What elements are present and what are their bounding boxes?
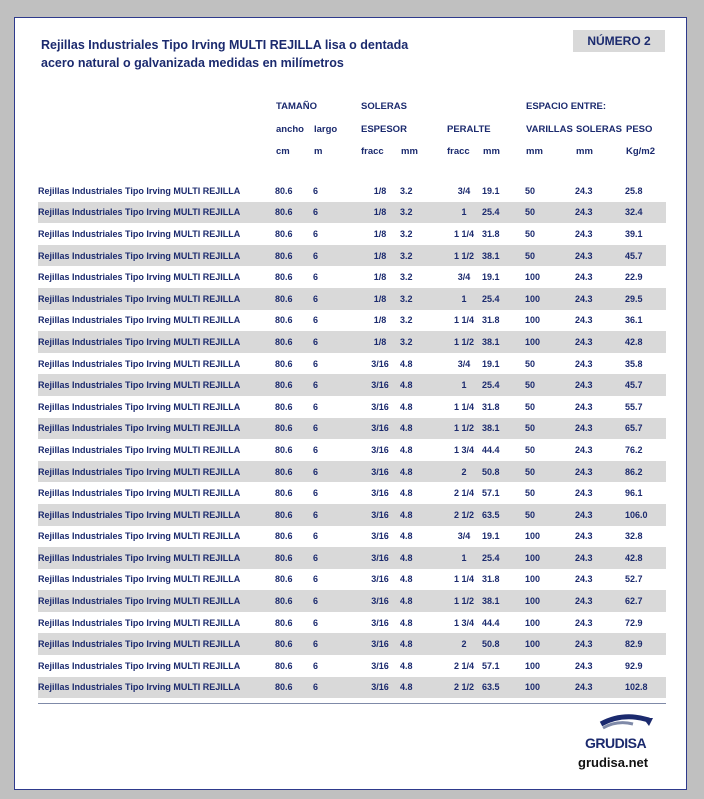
header-espesor: ESPESOR xyxy=(361,124,407,135)
cell-per-mm: 31.8 xyxy=(482,574,500,585)
cell-esp-mm: 3.2 xyxy=(400,315,413,326)
table-row xyxy=(38,569,666,591)
header-largo: largo xyxy=(314,124,338,135)
cell-per-fracc: 1 xyxy=(446,288,482,310)
cell-varillas: 100 xyxy=(525,288,575,310)
cell-peso: 25.8 xyxy=(625,185,643,196)
cell-per-mm: 63.5 xyxy=(482,677,525,699)
table-row xyxy=(38,547,666,569)
table-row xyxy=(38,266,666,288)
cell-per-mm: 19.1 xyxy=(482,185,500,196)
cell-peso: 36.1 xyxy=(625,315,643,326)
cell-desc: Rejillas Industriales Tipo Irving MULTI REJILLA xyxy=(38,444,241,455)
cell-largo: 6 xyxy=(313,461,360,483)
cell-peso: 76.2 xyxy=(625,444,643,455)
cell-per-fracc: 3/4 xyxy=(457,272,471,283)
cell-esp-mm: 3.2 xyxy=(400,331,446,353)
table-row xyxy=(38,331,666,353)
cell-per-fracc: 1 1/2 xyxy=(446,245,482,267)
cell-varillas: 50 xyxy=(525,504,575,526)
cell-desc: Rejillas Industriales Tipo Irving MULTI REJILLA xyxy=(38,590,275,612)
cell-ancho: 80.6 xyxy=(275,547,313,569)
cell-varillas: 100 xyxy=(525,617,541,628)
cell-esp-fracc: 1/8 xyxy=(360,331,400,353)
cell-peso: 55.7 xyxy=(625,401,643,412)
cell-varillas: 100 xyxy=(525,574,541,585)
cell-esp-fracc: 3/16 xyxy=(360,547,400,569)
cell-desc: Rejillas Industriales Tipo Irving MULTI REJILLA xyxy=(38,185,241,196)
cell-largo: 6 xyxy=(313,574,319,585)
cell-per-mm: 57.1 xyxy=(482,488,500,499)
header-espacio-entre: ESPACIO ENTRE: xyxy=(526,101,607,112)
cell-soleras: 24.3 xyxy=(575,315,593,326)
unit-varillas: mm xyxy=(526,146,543,157)
cell-per-mm: 38.1 xyxy=(482,418,525,440)
cell-varillas: 100 xyxy=(525,331,575,353)
cell-soleras: 24.3 xyxy=(575,461,625,483)
cell-per-mm: 44.4 xyxy=(482,617,500,628)
cell-largo: 6 xyxy=(313,531,319,542)
cell-esp-mm: 3.2 xyxy=(400,202,446,224)
cell-soleras: 24.3 xyxy=(575,374,625,396)
cell-largo: 6 xyxy=(313,185,319,196)
cell-esp-mm: 4.8 xyxy=(400,488,413,499)
cell-esp-mm: 3.2 xyxy=(400,245,446,267)
cell-esp-mm: 4.8 xyxy=(400,504,446,526)
cell-per-mm: 63.5 xyxy=(482,504,525,526)
cell-soleras: 24.3 xyxy=(575,202,625,224)
cell-esp-fracc: 3/16 xyxy=(371,574,389,585)
table-row xyxy=(38,526,666,548)
table-row xyxy=(38,245,666,267)
header-peso: PESO xyxy=(626,124,653,135)
cell-desc: Rejillas Industriales Tipo Irving MULTI REJILLA xyxy=(38,315,241,326)
cell-largo: 6 xyxy=(313,374,360,396)
cell-peso: 32.4 xyxy=(625,202,666,224)
cell-esp-fracc: 1/8 xyxy=(373,185,387,196)
cell-soleras: 24.3 xyxy=(575,245,625,267)
table-row xyxy=(38,223,666,245)
cell-peso: 72.9 xyxy=(625,617,643,628)
cell-largo: 6 xyxy=(313,245,360,267)
cell-esp-mm: 4.8 xyxy=(400,461,446,483)
unit-soleras: mm xyxy=(576,146,593,157)
cell-desc: Rejillas Industriales Tipo Irving MULTI REJILLA xyxy=(38,461,275,483)
cell-peso: 65.7 xyxy=(625,418,666,440)
cell-esp-fracc: 3/16 xyxy=(371,617,389,628)
cell-largo: 6 xyxy=(313,272,319,283)
header-soleras-group: SOLERAS xyxy=(361,101,407,112)
spec-sheet xyxy=(14,17,687,790)
cell-largo: 6 xyxy=(313,547,360,569)
cell-ancho: 80.6 xyxy=(275,358,293,369)
cell-esp-fracc: 3/16 xyxy=(360,418,400,440)
sheet-number-badge: NÚMERO 2 xyxy=(573,30,665,52)
cell-per-fracc: 1 xyxy=(446,374,482,396)
cell-peso: 42.8 xyxy=(625,547,666,569)
cell-largo: 6 xyxy=(313,488,319,499)
table-row xyxy=(38,482,666,504)
table-row xyxy=(38,504,666,526)
cell-esp-fracc: 3/16 xyxy=(371,488,389,499)
cell-desc: Rejillas Industriales Tipo Irving MULTI REJILLA xyxy=(38,288,275,310)
cell-ancho: 80.6 xyxy=(275,531,293,542)
cell-varillas: 100 xyxy=(525,315,541,326)
cell-esp-mm: 3.2 xyxy=(400,288,446,310)
cell-soleras: 24.3 xyxy=(575,617,593,628)
cell-esp-fracc: 3/16 xyxy=(360,374,400,396)
cell-esp-mm: 4.8 xyxy=(400,401,413,412)
cell-soleras: 24.3 xyxy=(575,488,593,499)
cell-soleras: 24.3 xyxy=(575,547,625,569)
cell-esp-mm: 3.2 xyxy=(400,228,413,239)
cell-desc: Rejillas Industriales Tipo Irving MULTI REJILLA xyxy=(38,488,241,499)
header-soleras: SOLERAS xyxy=(576,124,622,135)
cell-per-mm: 25.4 xyxy=(482,202,525,224)
table-row xyxy=(38,396,666,418)
cell-peso: 45.7 xyxy=(625,245,666,267)
cell-per-fracc: 2 xyxy=(446,633,482,655)
cell-per-mm: 19.1 xyxy=(482,531,500,542)
table-row xyxy=(38,590,666,612)
cell-desc: Rejillas Industriales Tipo Irving MULTI REJILLA xyxy=(38,531,241,542)
cell-largo: 6 xyxy=(313,617,319,628)
cell-per-fracc: 3/4 xyxy=(457,185,471,196)
cell-esp-mm: 4.8 xyxy=(400,633,446,655)
cell-largo: 6 xyxy=(313,660,319,671)
cell-esp-fracc: 3/16 xyxy=(360,633,400,655)
cell-varillas: 50 xyxy=(525,461,575,483)
cell-ancho: 80.6 xyxy=(275,677,313,699)
table-row xyxy=(38,418,666,440)
table-row xyxy=(38,439,666,461)
table-row xyxy=(38,288,666,310)
unit-peralte-mm: mm xyxy=(483,146,500,157)
cell-largo: 6 xyxy=(313,315,319,326)
cell-soleras: 24.3 xyxy=(575,504,625,526)
cell-soleras: 24.3 xyxy=(575,677,625,699)
cell-desc: Rejillas Industriales Tipo Irving MULTI REJILLA xyxy=(38,272,241,283)
cell-varillas: 100 xyxy=(525,531,541,542)
cell-peso: 102.8 xyxy=(625,677,666,699)
cell-desc: Rejillas Industriales Tipo Irving MULTI REJILLA xyxy=(38,202,275,224)
unit-peralte-fracc: fracc xyxy=(447,146,470,157)
cell-desc: Rejillas Industriales Tipo Irving MULTI REJILLA xyxy=(38,418,275,440)
table-row xyxy=(38,202,666,224)
cell-esp-mm: 4.8 xyxy=(400,660,413,671)
cell-esp-fracc: 3/16 xyxy=(371,358,389,369)
cell-per-mm: 38.1 xyxy=(482,331,525,353)
cell-largo: 6 xyxy=(313,590,360,612)
cell-per-mm: 50.8 xyxy=(482,633,525,655)
cell-desc: Rejillas Industriales Tipo Irving MULTI REJILLA xyxy=(38,547,275,569)
cell-esp-fracc: 1/8 xyxy=(373,315,387,326)
cell-esp-mm: 4.8 xyxy=(400,358,413,369)
cell-soleras: 24.3 xyxy=(575,444,593,455)
cell-varillas: 100 xyxy=(525,547,575,569)
cell-per-mm: 50.8 xyxy=(482,461,525,483)
cell-desc: Rejillas Industriales Tipo Irving MULTI REJILLA xyxy=(38,331,275,353)
cell-per-fracc: 3/4 xyxy=(457,531,471,542)
cell-varillas: 100 xyxy=(525,590,575,612)
cell-per-mm: 31.8 xyxy=(482,315,500,326)
table-row xyxy=(38,353,666,375)
rejillas-table xyxy=(38,180,666,698)
cell-per-fracc: 1 xyxy=(446,202,482,224)
cell-largo: 6 xyxy=(313,331,360,353)
cell-largo: 6 xyxy=(313,202,360,224)
cell-ancho: 80.6 xyxy=(275,202,313,224)
cell-desc: Rejillas Industriales Tipo Irving MULTI REJILLA xyxy=(38,633,275,655)
cell-per-mm: 44.4 xyxy=(482,444,500,455)
cell-esp-fracc: 3/16 xyxy=(360,590,400,612)
cell-esp-mm: 4.8 xyxy=(400,374,446,396)
cell-largo: 6 xyxy=(313,504,360,526)
cell-ancho: 80.6 xyxy=(275,245,313,267)
cell-soleras: 24.3 xyxy=(575,633,625,655)
cell-per-mm: 38.1 xyxy=(482,245,525,267)
cell-soleras: 24.3 xyxy=(575,574,593,585)
cell-soleras: 24.3 xyxy=(575,185,593,196)
cell-per-mm: 19.1 xyxy=(482,358,500,369)
cell-esp-mm: 4.8 xyxy=(400,444,413,455)
cell-largo: 6 xyxy=(313,228,319,239)
header-ancho: ancho xyxy=(276,124,304,135)
cell-soleras: 24.3 xyxy=(575,418,625,440)
cell-per-mm: 31.8 xyxy=(482,228,500,239)
cell-desc: Rejillas Industriales Tipo Irving MULTI REJILLA xyxy=(38,574,241,585)
cell-per-mm: 25.4 xyxy=(482,288,525,310)
cell-soleras: 24.3 xyxy=(575,331,625,353)
title-line-2: acero natural o galvanizada medidas en milímetros xyxy=(41,56,344,70)
cell-per-fracc: 2 1/4 xyxy=(453,660,475,671)
cell-varillas: 50 xyxy=(525,202,575,224)
cell-per-fracc: 1 1/2 xyxy=(446,590,482,612)
cell-per-fracc: 2 1/4 xyxy=(453,488,475,499)
cell-peso: 35.8 xyxy=(625,358,643,369)
table-row xyxy=(38,180,666,202)
header-peralte: PERALTE xyxy=(447,124,491,135)
cell-per-mm: 38.1 xyxy=(482,590,525,612)
cell-ancho: 80.6 xyxy=(275,617,293,628)
cell-per-fracc: 1 1/2 xyxy=(446,418,482,440)
table-row xyxy=(38,677,666,699)
cell-esp-fracc: 3/16 xyxy=(371,401,389,412)
cell-peso: 86.2 xyxy=(625,461,666,483)
cell-peso: 96.1 xyxy=(625,488,643,499)
cell-peso: 106.0 xyxy=(625,504,666,526)
cell-desc: Rejillas Industriales Tipo Irving MULTI REJILLA xyxy=(38,228,241,239)
cell-ancho: 80.6 xyxy=(275,272,293,283)
header-varillas: VARILLAS xyxy=(526,124,573,135)
unit-largo: m xyxy=(314,146,323,157)
table-bottom-rule xyxy=(38,703,666,704)
cell-per-fracc: 1 3/4 xyxy=(453,444,475,455)
unit-peso: Kg/m2 xyxy=(626,146,656,157)
title-line-1: Rejillas Industriales Tipo Irving MULTI REJILLA lisa o dentada xyxy=(41,38,409,52)
table-row xyxy=(38,655,666,677)
cell-esp-mm: 4.8 xyxy=(400,574,413,585)
cell-esp-fracc: 3/16 xyxy=(371,531,389,542)
cell-peso: 82.9 xyxy=(625,633,666,655)
cell-esp-mm: 4.8 xyxy=(400,677,446,699)
table-row xyxy=(38,374,666,396)
unit-espesor-fracc: fracc xyxy=(361,146,384,157)
cell-per-fracc: 1 1/4 xyxy=(453,315,475,326)
cell-ancho: 80.6 xyxy=(275,504,313,526)
cell-largo: 6 xyxy=(313,677,360,699)
cell-varillas: 100 xyxy=(525,677,575,699)
cell-soleras: 24.3 xyxy=(575,531,593,542)
cell-ancho: 80.6 xyxy=(275,315,293,326)
table-row xyxy=(38,633,666,655)
cell-per-fracc: 3/4 xyxy=(457,358,471,369)
cell-esp-fracc: 1/8 xyxy=(373,272,387,283)
grudisa-logo-text: GRUDISA xyxy=(585,735,647,751)
cell-per-fracc: 2 1/2 xyxy=(446,504,482,526)
cell-soleras: 24.3 xyxy=(575,228,593,239)
cell-per-fracc: 1 xyxy=(446,547,482,569)
cell-varillas: 50 xyxy=(525,185,536,196)
cell-esp-fracc: 1/8 xyxy=(373,228,387,239)
cell-ancho: 80.6 xyxy=(275,660,293,671)
cell-ancho: 80.6 xyxy=(275,461,313,483)
cell-peso: 52.7 xyxy=(625,574,643,585)
website-link[interactable]: grudisa.net xyxy=(578,755,649,770)
cell-peso: 29.5 xyxy=(625,288,666,310)
cell-per-fracc: 1 1/4 xyxy=(453,401,475,412)
cell-ancho: 80.6 xyxy=(275,374,313,396)
cell-ancho: 80.6 xyxy=(275,633,313,655)
cell-per-fracc: 1 3/4 xyxy=(453,617,475,628)
cell-esp-fracc: 1/8 xyxy=(360,202,400,224)
cell-ancho: 80.6 xyxy=(275,418,313,440)
cell-largo: 6 xyxy=(313,288,360,310)
cell-esp-mm: 4.8 xyxy=(400,547,446,569)
cell-ancho: 80.6 xyxy=(275,228,293,239)
cell-peso: 62.7 xyxy=(625,590,666,612)
cell-largo: 6 xyxy=(313,633,360,655)
table-row xyxy=(38,612,666,634)
cell-per-fracc: 1 1/4 xyxy=(453,574,475,585)
cell-per-fracc: 1 1/2 xyxy=(446,331,482,353)
cell-per-mm: 19.1 xyxy=(482,272,500,283)
cell-varillas: 50 xyxy=(525,488,536,499)
cell-largo: 6 xyxy=(313,444,319,455)
cell-ancho: 80.6 xyxy=(275,444,293,455)
cell-per-mm: 25.4 xyxy=(482,547,525,569)
cell-varillas: 100 xyxy=(525,633,575,655)
cell-desc: Rejillas Industriales Tipo Irving MULTI REJILLA xyxy=(38,358,241,369)
cell-esp-mm: 3.2 xyxy=(400,272,413,283)
cell-varillas: 50 xyxy=(525,444,536,455)
cell-varillas: 50 xyxy=(525,401,536,412)
cell-soleras: 24.3 xyxy=(575,272,593,283)
cell-esp-mm: 3.2 xyxy=(400,185,413,196)
cell-esp-fracc: 3/16 xyxy=(371,444,389,455)
cell-per-fracc: 1 1/4 xyxy=(453,228,475,239)
table-row xyxy=(38,461,666,483)
cell-peso: 39.1 xyxy=(625,228,643,239)
unit-espesor-mm: mm xyxy=(401,146,418,157)
cell-ancho: 80.6 xyxy=(275,488,293,499)
cell-per-mm: 57.1 xyxy=(482,660,500,671)
cell-per-mm: 25.4 xyxy=(482,374,525,396)
cell-esp-mm: 4.8 xyxy=(400,418,446,440)
cell-largo: 6 xyxy=(313,418,360,440)
cell-ancho: 80.6 xyxy=(275,574,293,585)
cell-soleras: 24.3 xyxy=(575,358,593,369)
cell-peso: 42.8 xyxy=(625,331,666,353)
cell-peso: 45.7 xyxy=(625,374,666,396)
cell-desc: Rejillas Industriales Tipo Irving MULTI REJILLA xyxy=(38,617,241,628)
cell-largo: 6 xyxy=(313,401,319,412)
cell-peso: 22.9 xyxy=(625,272,643,283)
cell-esp-fracc: 3/16 xyxy=(371,660,389,671)
cell-soleras: 24.3 xyxy=(575,660,593,671)
header-tamano: TAMAÑO xyxy=(276,101,317,112)
cell-ancho: 80.6 xyxy=(275,185,293,196)
cell-esp-fracc: 1/8 xyxy=(360,288,400,310)
cell-esp-fracc: 1/8 xyxy=(360,245,400,267)
unit-ancho: cm xyxy=(276,146,290,157)
cell-varillas: 100 xyxy=(525,272,541,283)
cell-esp-mm: 4.8 xyxy=(400,617,413,628)
cell-largo: 6 xyxy=(313,358,319,369)
cell-ancho: 80.6 xyxy=(275,590,313,612)
cell-ancho: 80.6 xyxy=(275,331,313,353)
cell-esp-fracc: 3/16 xyxy=(360,677,400,699)
cell-desc: Rejillas Industriales Tipo Irving MULTI REJILLA xyxy=(38,660,241,671)
cell-esp-fracc: 3/16 xyxy=(360,461,400,483)
cell-varillas: 50 xyxy=(525,418,575,440)
cell-varillas: 50 xyxy=(525,228,536,239)
cell-peso: 32.8 xyxy=(625,531,643,542)
cell-desc: Rejillas Industriales Tipo Irving MULTI REJILLA xyxy=(38,677,275,699)
cell-soleras: 24.3 xyxy=(575,288,625,310)
cell-varillas: 50 xyxy=(525,358,536,369)
cell-ancho: 80.6 xyxy=(275,401,293,412)
cell-varillas: 50 xyxy=(525,245,575,267)
cell-soleras: 24.3 xyxy=(575,401,593,412)
table-row xyxy=(38,310,666,332)
cell-esp-mm: 4.8 xyxy=(400,531,413,542)
cell-varillas: 100 xyxy=(525,660,541,671)
cell-peso: 92.9 xyxy=(625,660,643,671)
cell-ancho: 80.6 xyxy=(275,288,313,310)
cell-varillas: 50 xyxy=(525,374,575,396)
cell-per-mm: 31.8 xyxy=(482,401,500,412)
cell-desc: Rejillas Industriales Tipo Irving MULTI REJILLA xyxy=(38,504,275,526)
cell-esp-mm: 4.8 xyxy=(400,590,446,612)
cell-desc: Rejillas Industriales Tipo Irving MULTI REJILLA xyxy=(38,374,275,396)
cell-esp-fracc: 3/16 xyxy=(360,504,400,526)
cell-per-fracc: 2 xyxy=(446,461,482,483)
cell-desc: Rejillas Industriales Tipo Irving MULTI REJILLA xyxy=(38,401,241,412)
cell-per-fracc: 2 1/2 xyxy=(446,677,482,699)
cell-desc: Rejillas Industriales Tipo Irving MULTI REJILLA xyxy=(38,245,275,267)
cell-soleras: 24.3 xyxy=(575,590,625,612)
